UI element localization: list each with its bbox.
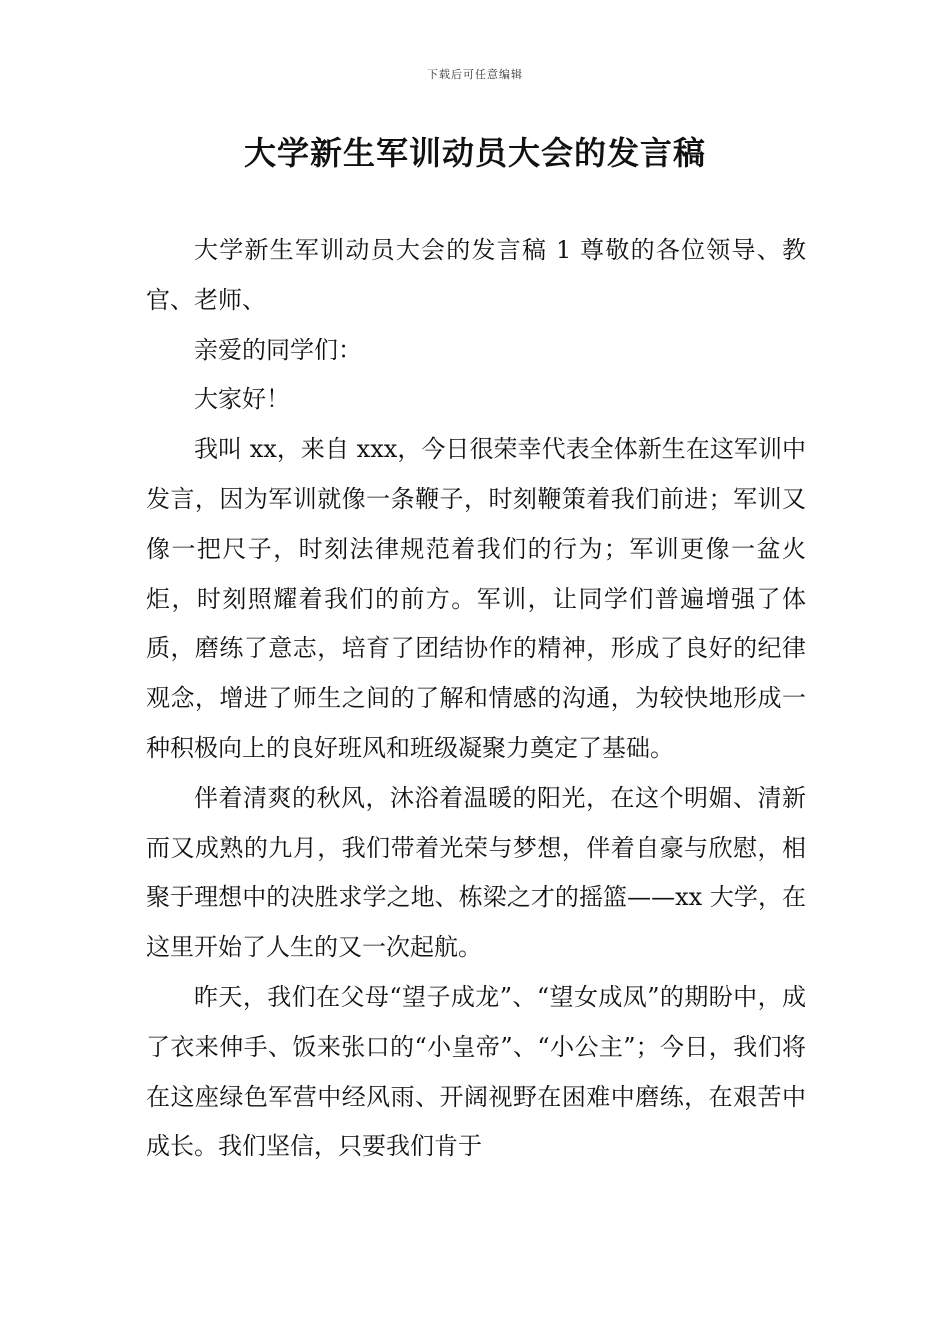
document-title: 大学新生军训动员大会的发言稿	[243, 134, 706, 172]
document-body	[146, 226, 806, 1172]
header-note: 下载后可任意编辑	[427, 68, 523, 81]
paragraph-greeting: 大学新生军训动员大会的发言稿 1 尊敬的各位领导、教官、老师、	[146, 236, 806, 314]
paragraph-yesterday: 昨天，我们在父母“望子成龙”、“望女成凤”的期盼中，成了衣来伸手、饭来张口的“小皇帝”、“小公主”；今日，我们将在这座绿色军营中经风雨、开阔视野在困难中磨练，在艰苦中成长。我们坚信，只要我们肯于	[146, 982, 806, 1161]
paragraph-autumn: 伴着清爽的秋风，沐浴着温暖的阳光，在这个明媚、清新而又成熟的九月，我们带着光荣与梦想，伴着自豪与欣慰，相聚于理想中的决胜求学之地、栋梁之才的摇篮——xx 大学，在这里开始了人生的又一次起航。	[146, 783, 806, 962]
paragraph-introduction: 我叫 xx，来自 xxx，今日很荣幸代表全体新生在这军训中发言，因为军训就像一条鞭子，时刻鞭策着我们前进；军训又像一把尺子，时刻法律规范着我们的行为；军训更像一盆火炬，时刻照耀着我们的前方。军训，让同学们普遍增强了体质，磨练了意志，培育了团结协作的精神，形成了良好的纪律观念，增进了师生之间的了解和情感的沟通，为较快地形成一种积极向上的良好班风和班级凝聚力奠定了基础。	[146, 435, 806, 762]
paragraph-hello: 大家好！	[194, 385, 290, 414]
paragraph-salutation: 亲爱的同学们：	[194, 335, 362, 364]
